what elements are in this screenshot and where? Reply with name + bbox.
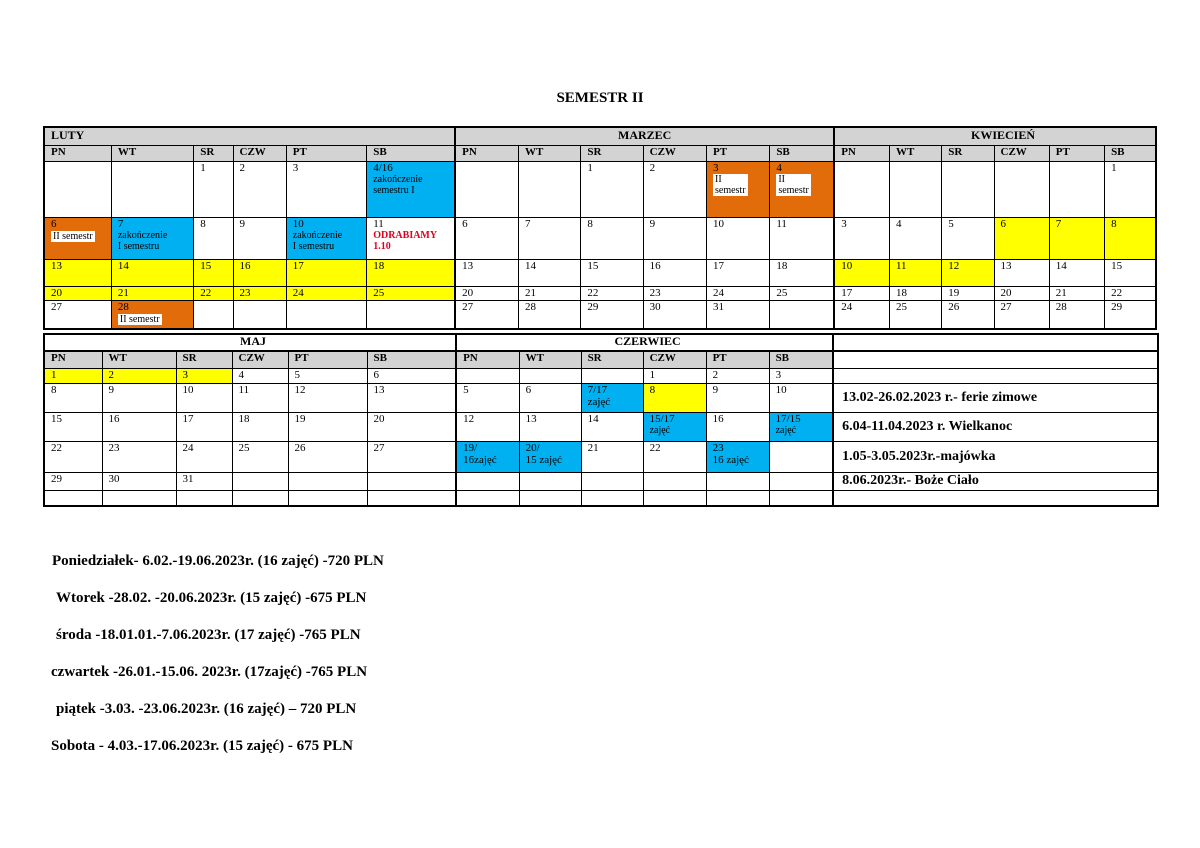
day-cell bbox=[44, 161, 111, 217]
day-cell bbox=[102, 490, 176, 506]
day-cell: 14 bbox=[581, 412, 643, 441]
day-cell bbox=[232, 472, 288, 490]
day-cell-end-semester: 7 zakończenie I semestru bbox=[111, 217, 193, 259]
day-cell bbox=[519, 368, 581, 383]
day-cell: 15 bbox=[581, 259, 643, 286]
weekday-header: CZW bbox=[233, 145, 286, 161]
day-cell: 29 bbox=[44, 472, 102, 490]
day-cell: 26 bbox=[942, 300, 994, 329]
day-cell-semester-start: 6 II semestr bbox=[44, 217, 111, 259]
month-header-kwiecien: KWIECIEŃ bbox=[834, 127, 1156, 145]
weekday-header: PN bbox=[455, 145, 518, 161]
empty-cell bbox=[833, 368, 1158, 383]
day-cell-holiday: 25 bbox=[367, 286, 455, 300]
day-cell: 3 bbox=[286, 161, 366, 217]
day-cell-lesson-count: 17/15 zajęć bbox=[769, 412, 833, 441]
pricing-line-tuesday: Wtorek -28.02. -20.06.2023r. (15 zajęć) -675 PLN bbox=[56, 590, 367, 606]
day-cell-holiday: 14 bbox=[111, 259, 193, 286]
weekday-header: WT bbox=[111, 145, 193, 161]
day-cell: 27 bbox=[455, 300, 518, 329]
weekday-header: SB bbox=[1105, 145, 1156, 161]
day-cell: 17 bbox=[176, 412, 232, 441]
day-cell: 19 bbox=[288, 412, 367, 441]
day-cell bbox=[581, 368, 643, 383]
day-cell bbox=[456, 472, 519, 490]
day-cell: 10 bbox=[769, 383, 833, 412]
day-cell-lesson-count: 7/17 zajęć bbox=[581, 383, 643, 412]
day-cell-holiday: 11 bbox=[889, 259, 941, 286]
weekday-header: PT bbox=[288, 351, 367, 368]
weekday-header: PN bbox=[44, 351, 102, 368]
day-cell: 29 bbox=[581, 300, 643, 329]
day-cell: 3 bbox=[769, 368, 833, 383]
day-cell: 12 bbox=[456, 412, 519, 441]
calendar-bottom-table bbox=[43, 333, 1159, 507]
day-cell: 15 bbox=[1105, 259, 1156, 286]
day-cell: 5 bbox=[288, 368, 367, 383]
day-cell bbox=[288, 472, 367, 490]
day-cell: 30 bbox=[102, 472, 176, 490]
day-cell: 9 bbox=[706, 383, 769, 412]
weekday-header: PT bbox=[1049, 145, 1104, 161]
pricing-line-wednesday: środa -18.01.01.-7.06.2023r. (17 zajęć) -765 PLN bbox=[56, 627, 361, 643]
day-cell: 18 bbox=[770, 259, 834, 286]
day-cell bbox=[456, 368, 519, 383]
day-cell bbox=[519, 161, 581, 217]
pricing-line-friday: piątek -3.03. -23.06.2023r. (16 zajęć) – 720 PLN bbox=[56, 701, 357, 717]
day-cell: 2 bbox=[643, 161, 706, 217]
day-cell: 25 bbox=[232, 441, 288, 472]
weekday-header: PN bbox=[44, 145, 111, 161]
weekday-header: SR bbox=[581, 145, 643, 161]
day-cell: 16 bbox=[643, 259, 706, 286]
weekday-header: SB bbox=[367, 351, 456, 368]
holiday-note: 1.05-3.05.2023r.-majówka bbox=[833, 441, 1158, 472]
day-cell-holiday: 17 bbox=[286, 259, 366, 286]
day-cell-semester-start: 28 II semestr bbox=[111, 300, 193, 329]
day-cell: 28 bbox=[1049, 300, 1104, 329]
day-cell-holiday: 20 bbox=[44, 286, 111, 300]
day-cell-lesson-count: 19/ 16zajęć bbox=[456, 441, 519, 472]
day-cell bbox=[367, 472, 456, 490]
day-cell: 13 bbox=[367, 383, 456, 412]
day-cell-holiday: 16 bbox=[233, 259, 286, 286]
day-cell-holiday: 3 bbox=[176, 368, 232, 383]
day-cell-holiday: 18 bbox=[367, 259, 455, 286]
day-cell: 16 bbox=[102, 412, 176, 441]
day-cell: 8 bbox=[194, 217, 233, 259]
day-cell bbox=[111, 161, 193, 217]
day-cell-end-semester: 4/16 zakończenie semestru I bbox=[367, 161, 455, 217]
day-cell: 2 bbox=[706, 368, 769, 383]
day-cell: 11 bbox=[770, 217, 834, 259]
weekday-header: CZW bbox=[232, 351, 288, 368]
day-cell bbox=[1049, 161, 1104, 217]
day-cell: 29 bbox=[1105, 300, 1156, 329]
day-cell: 4 bbox=[889, 217, 941, 259]
weekday-header: SR bbox=[581, 351, 643, 368]
day-cell: 31 bbox=[176, 472, 232, 490]
day-cell: 30 bbox=[643, 300, 706, 329]
day-cell: 24 bbox=[834, 300, 889, 329]
weekday-header: SB bbox=[769, 351, 833, 368]
day-cell-semester-start: 4 II semestr bbox=[770, 161, 834, 217]
day-cell: 31 bbox=[706, 300, 769, 329]
empty-header bbox=[833, 334, 1158, 351]
day-cell bbox=[581, 472, 643, 490]
day-cell: 20 bbox=[994, 286, 1049, 300]
empty-cell bbox=[833, 490, 1158, 506]
day-cell: 1 bbox=[194, 161, 233, 217]
weekday-header: SB bbox=[770, 145, 834, 161]
weekday-header: SR bbox=[194, 145, 233, 161]
day-cell bbox=[194, 300, 233, 329]
day-cell: 1 bbox=[1105, 161, 1156, 217]
weekday-header: PT bbox=[706, 145, 769, 161]
day-cell: 22 bbox=[1105, 286, 1156, 300]
day-cell: 20 bbox=[455, 286, 518, 300]
weekday-header: PN bbox=[456, 351, 519, 368]
day-cell bbox=[643, 490, 706, 506]
day-cell bbox=[770, 300, 834, 329]
day-cell bbox=[232, 490, 288, 506]
day-cell: 12 bbox=[288, 383, 367, 412]
day-cell: 19 bbox=[942, 286, 994, 300]
day-cell bbox=[834, 161, 889, 217]
day-cell: 17 bbox=[834, 286, 889, 300]
day-cell bbox=[519, 490, 581, 506]
day-cell-holiday: 1 bbox=[44, 368, 102, 383]
day-cell: 21 bbox=[581, 441, 643, 472]
day-cell bbox=[769, 472, 833, 490]
day-cell-holiday: 8 bbox=[1105, 217, 1156, 259]
weekday-header: PN bbox=[834, 145, 889, 161]
day-cell bbox=[581, 490, 643, 506]
day-cell: 16 bbox=[706, 412, 769, 441]
weekday-header: PT bbox=[706, 351, 769, 368]
day-cell: 6 bbox=[455, 217, 518, 259]
day-cell: 27 bbox=[367, 441, 456, 472]
day-cell: 2 bbox=[233, 161, 286, 217]
day-cell: 9 bbox=[233, 217, 286, 259]
day-cell-holiday: 22 bbox=[194, 286, 233, 300]
day-cell: 17 bbox=[706, 259, 769, 286]
day-cell: 14 bbox=[1049, 259, 1104, 286]
day-cell-holiday: 2 bbox=[102, 368, 176, 383]
weekday-header: WT bbox=[889, 145, 941, 161]
holiday-note: 8.06.2023r.- Boże Ciało bbox=[833, 472, 1158, 490]
day-cell-lesson-count: 23 16 zajęć bbox=[706, 441, 769, 472]
day-cell-holiday: 6 bbox=[994, 217, 1049, 259]
day-cell: 13 bbox=[519, 412, 581, 441]
day-cell: 24 bbox=[706, 286, 769, 300]
day-cell-holiday: 8 bbox=[643, 383, 706, 412]
weekday-header: PT bbox=[286, 145, 366, 161]
day-cell-lesson-count: 15/17 zajęć bbox=[643, 412, 706, 441]
day-cell: 24 bbox=[176, 441, 232, 472]
weekday-header: CZW bbox=[643, 145, 706, 161]
month-header-maj: MAJ bbox=[44, 334, 456, 351]
day-cell: 10 bbox=[176, 383, 232, 412]
day-cell-semester-start: 3 II semestr bbox=[706, 161, 769, 217]
day-cell bbox=[288, 490, 367, 506]
day-cell-makeup: 11 ODRABIAMY 1.10 bbox=[367, 217, 455, 259]
month-header-czerwiec: CZERWIEC bbox=[456, 334, 833, 351]
pricing-line-thursday: czwartek -26.01.-15.06. 2023r. (17zajęć) -765 PLN bbox=[51, 664, 368, 680]
day-cell bbox=[455, 161, 518, 217]
pricing-line-saturday: Sobota - 4.03.-17.06.2023r. (15 zajęć) - 675 PLN bbox=[51, 738, 353, 754]
day-cell bbox=[994, 161, 1049, 217]
day-cell-lesson-count: 20/ 15 zajęć bbox=[519, 441, 581, 472]
day-cell: 14 bbox=[519, 259, 581, 286]
day-cell: 15 bbox=[44, 412, 102, 441]
day-cell: 23 bbox=[102, 441, 176, 472]
weekday-header: WT bbox=[519, 351, 581, 368]
day-cell: 3 bbox=[834, 217, 889, 259]
day-cell bbox=[233, 300, 286, 329]
day-cell-holiday: 15 bbox=[194, 259, 233, 286]
day-cell: 18 bbox=[889, 286, 941, 300]
weekday-header: WT bbox=[519, 145, 581, 161]
day-cell: 6 bbox=[367, 368, 456, 383]
day-cell: 18 bbox=[232, 412, 288, 441]
day-cell: 25 bbox=[770, 286, 834, 300]
day-cell: 5 bbox=[942, 217, 994, 259]
day-cell bbox=[942, 161, 994, 217]
day-cell: 28 bbox=[519, 300, 581, 329]
day-cell bbox=[456, 490, 519, 506]
day-cell: 7 bbox=[519, 217, 581, 259]
day-cell-holiday: 12 bbox=[942, 259, 994, 286]
day-cell bbox=[286, 300, 366, 329]
empty-cell bbox=[833, 351, 1158, 368]
day-cell-end-semester: 10 zakończenie I semestru bbox=[286, 217, 366, 259]
weekday-header: CZW bbox=[994, 145, 1049, 161]
day-cell: 23 bbox=[643, 286, 706, 300]
day-cell: 20 bbox=[367, 412, 456, 441]
day-cell: 22 bbox=[643, 441, 706, 472]
day-cell-holiday: 13 bbox=[44, 259, 111, 286]
day-cell: 21 bbox=[519, 286, 581, 300]
day-cell: 5 bbox=[456, 383, 519, 412]
day-cell bbox=[367, 300, 455, 329]
weekday-header: SB bbox=[367, 145, 455, 161]
weekday-header: WT bbox=[102, 351, 176, 368]
holiday-note: 13.02-26.02.2023 r.- ferie zimowe bbox=[833, 383, 1158, 412]
day-cell-holiday: 7 bbox=[1049, 217, 1104, 259]
weekday-header: SR bbox=[942, 145, 994, 161]
day-cell: 10 bbox=[706, 217, 769, 259]
day-cell bbox=[889, 161, 941, 217]
day-cell bbox=[367, 490, 456, 506]
day-cell bbox=[769, 490, 833, 506]
day-cell: 26 bbox=[288, 441, 367, 472]
day-cell: 11 bbox=[232, 383, 288, 412]
day-cell-holiday: 10 bbox=[834, 259, 889, 286]
day-cell bbox=[44, 490, 102, 506]
day-cell: 8 bbox=[581, 217, 643, 259]
holiday-note: 6.04-11.04.2023 r. Wielkanoc bbox=[833, 412, 1158, 441]
day-cell: 27 bbox=[44, 300, 111, 329]
day-cell: 9 bbox=[643, 217, 706, 259]
day-cell: 1 bbox=[643, 368, 706, 383]
month-header-marzec: MARZEC bbox=[455, 127, 834, 145]
day-cell: 4 bbox=[232, 368, 288, 383]
day-cell-holiday: 21 bbox=[111, 286, 193, 300]
day-cell bbox=[706, 472, 769, 490]
day-cell bbox=[643, 472, 706, 490]
day-cell-holiday: 24 bbox=[286, 286, 366, 300]
day-cell: 13 bbox=[994, 259, 1049, 286]
day-cell: 8 bbox=[44, 383, 102, 412]
day-cell-holiday: 23 bbox=[233, 286, 286, 300]
month-header-luty: LUTY bbox=[44, 127, 455, 145]
day-cell: 25 bbox=[889, 300, 941, 329]
weekday-header: CZW bbox=[643, 351, 706, 368]
pricing-line-monday: Poniedziałek- 6.02.-19.06.2023r. (16 zajęć) -720 PLN bbox=[52, 553, 384, 569]
day-cell: 6 bbox=[519, 383, 581, 412]
weekday-header: SR bbox=[176, 351, 232, 368]
day-cell bbox=[769, 441, 833, 472]
day-cell: 9 bbox=[102, 383, 176, 412]
day-cell: 1 bbox=[581, 161, 643, 217]
day-cell bbox=[176, 490, 232, 506]
day-cell: 22 bbox=[581, 286, 643, 300]
day-cell bbox=[519, 472, 581, 490]
calendar-top-table bbox=[43, 126, 1157, 330]
day-cell: 13 bbox=[455, 259, 518, 286]
day-cell: 27 bbox=[994, 300, 1049, 329]
page-title: SEMESTR II bbox=[556, 90, 644, 106]
day-cell bbox=[706, 490, 769, 506]
day-cell: 22 bbox=[44, 441, 102, 472]
day-cell: 21 bbox=[1049, 286, 1104, 300]
